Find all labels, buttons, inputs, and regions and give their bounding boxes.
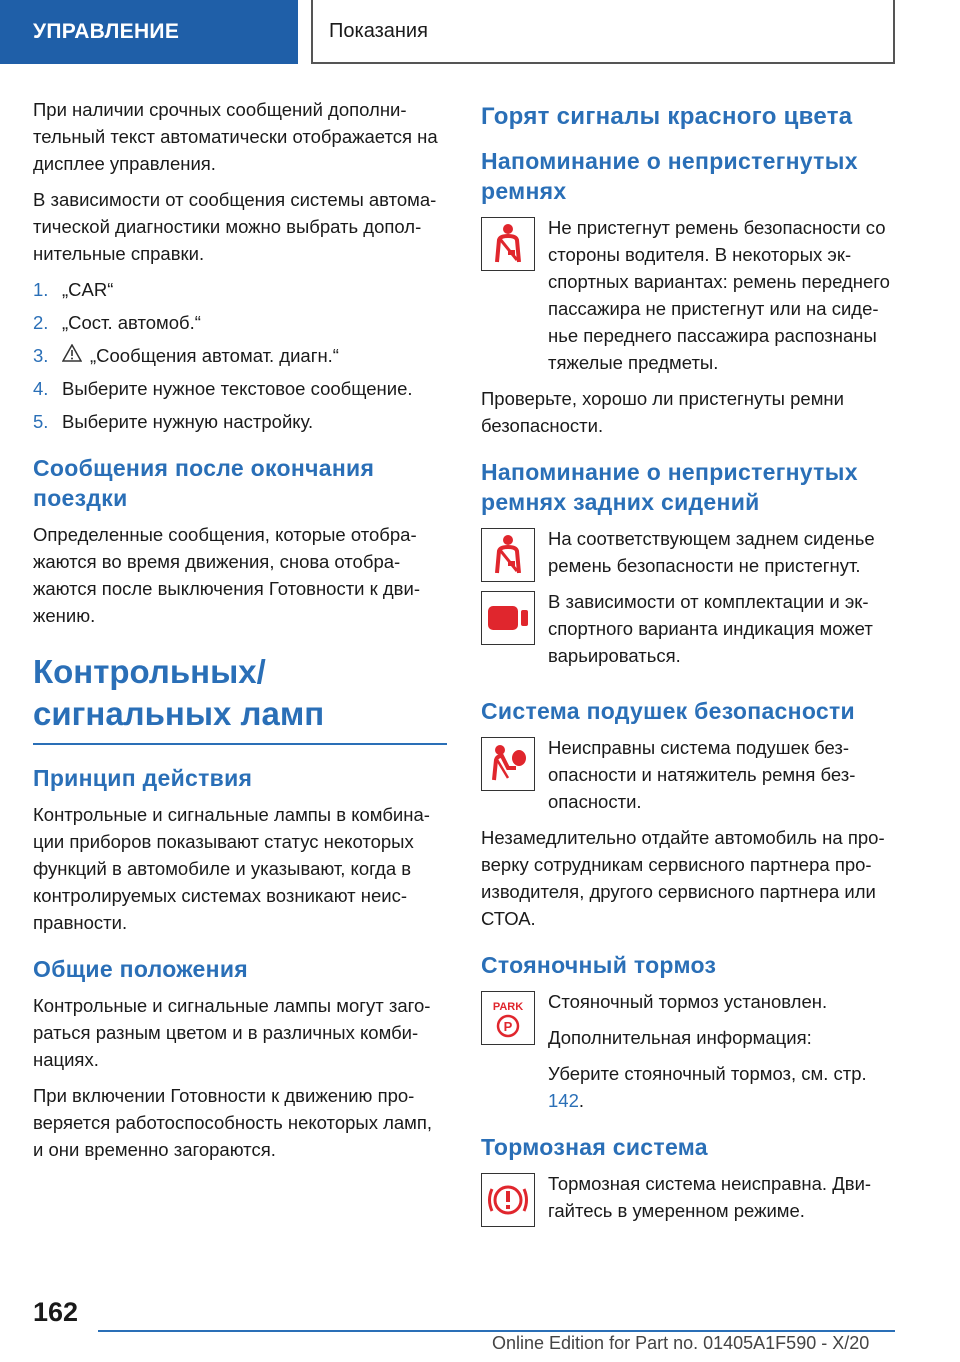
step-number: 1. <box>33 279 49 300</box>
svg-text:P: P <box>503 1019 513 1034</box>
brake-warning-icon <box>481 1173 535 1227</box>
airbag-icon <box>481 737 535 791</box>
intro-paragraph-1: При наличии срочных сообщений дополнительный текст автоматически отображается на дисплее управления. <box>33 99 438 174</box>
general-heading: Общие положения <box>33 956 248 982</box>
step-text: „Сост. автомоб.“ <box>62 312 201 333</box>
airbag-heading: Система подушек безопасности <box>481 698 855 724</box>
belt-check-text: Проверьте, хорошо ли пристегнуты ремни безопасности. <box>481 388 844 436</box>
parking-brake-block <box>481 988 896 1060</box>
rear-belt-text: На соответствующем заднем сиденье ремень безопасности не пристегнут. <box>548 528 875 576</box>
step-text: Выберите нужную настройку. <box>62 411 314 432</box>
brake-system-text: Тормозная система неисправна. Двигайтесь в умеренном режиме. <box>548 1173 872 1221</box>
section-tab <box>0 0 298 64</box>
parking-brake-release: Уберите стояночный тормоз, см. стр. 142. <box>548 1063 867 1111</box>
principle-heading: Принцип действия <box>33 765 253 791</box>
step-item <box>33 342 447 369</box>
red-signals-heading: Горят сигналы красного цвета <box>481 103 853 130</box>
rear-belt-note: В зависимости от комплектации и экспортного варианта индикация может варьироваться. <box>548 591 873 666</box>
right-column <box>481 96 896 1233</box>
step-text: „Сообщения автомат. диагн.“ <box>90 345 339 366</box>
main-heading: Контрольных/сигнальных ламп <box>33 651 447 745</box>
after-trip-heading: Сообщения после окончания поездки <box>33 455 375 511</box>
park-label: PARK <box>492 1001 524 1013</box>
principle-text: Контрольные и сигнальные лампы в комбинации приборов показывают статус некоторых функций в автомобиле и указывают, когда в контролируемых системах возникают неисправности. <box>33 804 430 933</box>
section-title: УПРАВЛЕНИЕ <box>33 20 180 43</box>
step-item <box>33 408 447 435</box>
step-text: Выберите нужное текстовое сообщение. <box>62 378 413 399</box>
parking-brake-icon <box>481 991 535 1045</box>
airbag-text: Неисправны система подушек безопасности и натяжитель ремня безопасности. <box>548 737 856 812</box>
step-item <box>33 309 447 336</box>
parking-brake-text: Стояночный тормоз установлен. <box>548 991 828 1012</box>
belt-reminder-text: Не пристегнут ремень безопасности со стороны водителя. В некоторых экспортных вариантах: ремень переднего пассажира не пристегнут или на сиденье переднего пассажира распознаны тяжелые предметы. <box>548 217 890 373</box>
brake-system-block <box>481 1170 896 1233</box>
rear-belt-heading: Напоминание о непристегнутых ремнях задних сидений <box>481 459 858 515</box>
brake-system-heading: Тормозная система <box>481 1134 708 1160</box>
seatbelt-icon <box>481 217 535 271</box>
left-column <box>33 96 447 1172</box>
warning-triangle-icon <box>62 342 82 369</box>
airbag-block <box>481 734 896 824</box>
step-number: 4. <box>33 378 49 399</box>
step-text: „CAR“ <box>62 279 114 300</box>
belt-reminder-heading: Напоминание о непристегнутых ремнях <box>481 148 858 204</box>
belt-reminder-block <box>481 214 896 385</box>
rear-belt-note-block <box>481 588 896 678</box>
page-number: 162 <box>33 1297 79 1327</box>
chapter-tab <box>311 0 895 64</box>
edition-text: Online Edition for Part no. 01405A1F590 - X/20 <box>492 1333 870 1353</box>
rear-belt-block <box>481 525 896 588</box>
page-link[interactable]: 142 <box>548 1090 579 1111</box>
parking-brake-heading: Стояночный тормоз <box>481 952 717 978</box>
general-paragraph-1: Контрольные и сигнальные лампы могут загораться разным цветом и в различных комбинациях. <box>33 995 431 1070</box>
chapter-title: Показания <box>329 19 428 42</box>
parking-release-text: Уберите стояночный тормоз, см. стр. <box>548 1063 867 1084</box>
after-trip-text: Определенные сообщения, которые отображаются во время движения, снова отображаются после выключения Готовности к движению. <box>33 524 421 626</box>
step-item <box>33 276 447 303</box>
intro-paragraph-2: В зависимости от сообщения системы автоматической диагностики можно выбрать дополнительные справки. <box>33 189 437 264</box>
footer-divider <box>98 1330 895 1332</box>
general-paragraph-2: При включении Готовности к движению проверяется работоспособность некоторых ламп, и они временно загораются. <box>33 1085 433 1160</box>
step-number: 5. <box>33 411 49 432</box>
step-number: 2. <box>33 312 49 333</box>
step-number: 3. <box>33 345 49 366</box>
step-item <box>33 375 447 402</box>
airbag-action-text: Незамедлительно отдайте автомобиль на проверку сотрудникам сервисного партнера производителя, другого сервисного партнера или СТОА. <box>481 827 885 929</box>
parking-brake-more: Дополнительная информация: <box>548 1027 812 1048</box>
rear-seatbelt-icon <box>481 528 535 582</box>
steps-list <box>33 276 447 435</box>
rear-seats-indicator-icon <box>481 591 535 645</box>
